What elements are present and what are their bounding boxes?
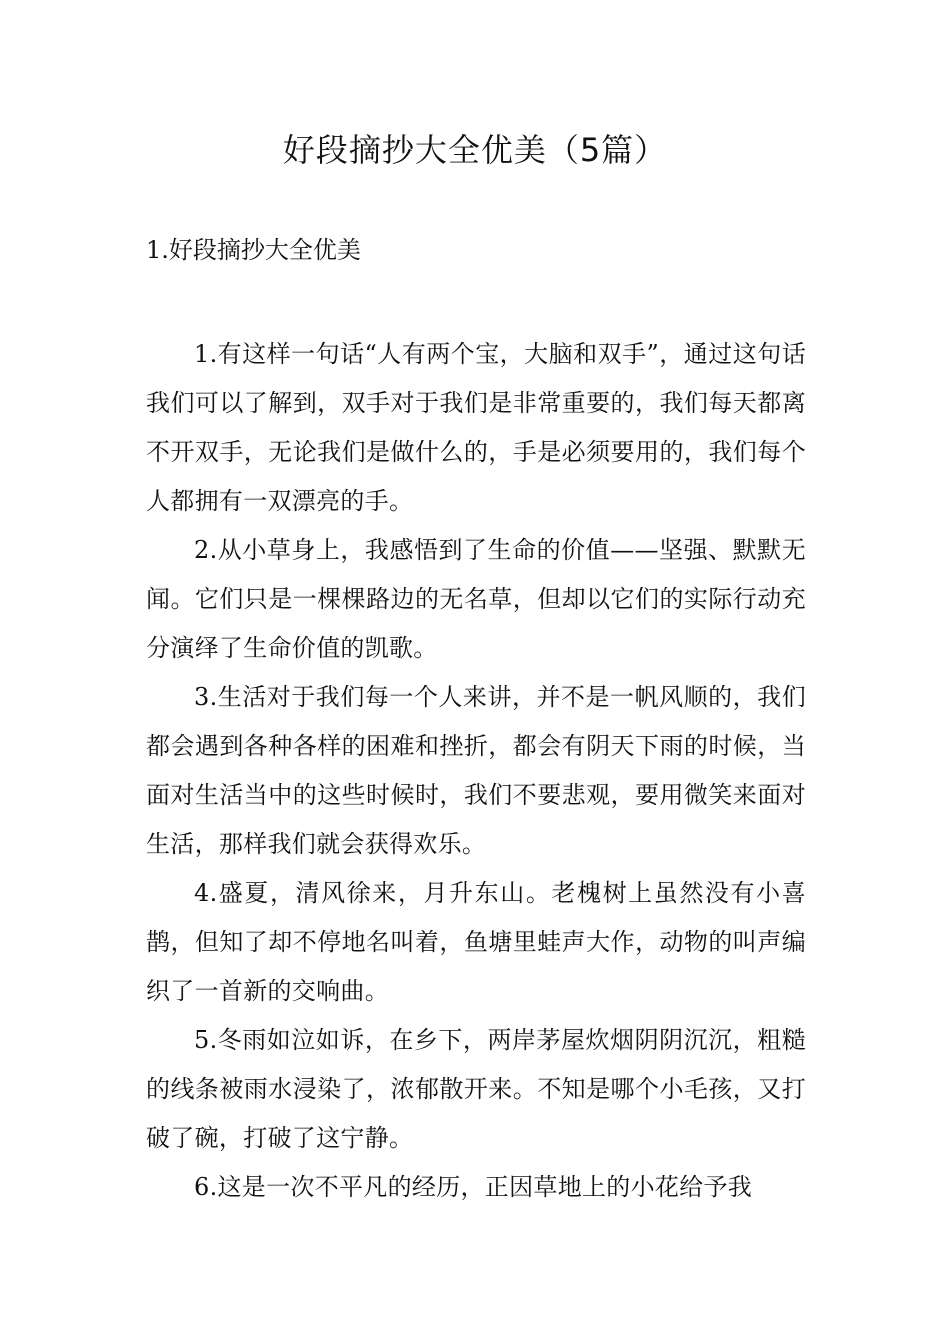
paragraph: 5.冬雨如泣如诉，在乡下，两岸茅屋炊烟阴阴沉沉，粗糙的线条被雨水浸染了，浓郁散开来。不知是哪个小毛孩，又打破了碗，打破了这宁静。: [146, 1026, 806, 1152]
paragraph: 1.有这样一句话“人有两个宝，大脑和双手”，通过这句话我们可以了解到，双手对于我们是非常重要的，我们每天都离不开双手，无论我们是做什么的，手是必须要用的，我们每个人都拥有一双漂亮的手。: [146, 340, 806, 515]
paragraph: 6.这是一次不平凡的经历，正因草地上的小花给予我: [194, 1173, 753, 1201]
section-heading: 1.好段摘抄大全优美: [146, 236, 361, 264]
paragraph: 3.生活对于我们每一个人来讲，并不是一帆风顺的，我们都会遇到各种各样的困难和挫折，都会有阴天下雨的时候，当面对生活当中的这些时候时，我们不要悲观，要用微笑来面对生活，那样我们就会获得欢乐。: [146, 683, 806, 858]
document-title: 好段摘抄大全优美（5篇）: [282, 131, 668, 169]
paragraph: 4.盛夏，清风徐来，月升东山。老槐树上虽然没有小喜鹊，但知了却不停地名叫着，鱼塘里蛙声大作，动物的叫声编织了一首新的交响曲。: [146, 879, 806, 1005]
paragraph: 2.从小草身上，我感悟到了生命的价值——坚强、默默无闻。它们只是一棵棵路边的无名草，但却以它们的实际行动充分演绎了生命价值的凯歌。: [146, 536, 806, 662]
body-text: [146, 330, 806, 1212]
